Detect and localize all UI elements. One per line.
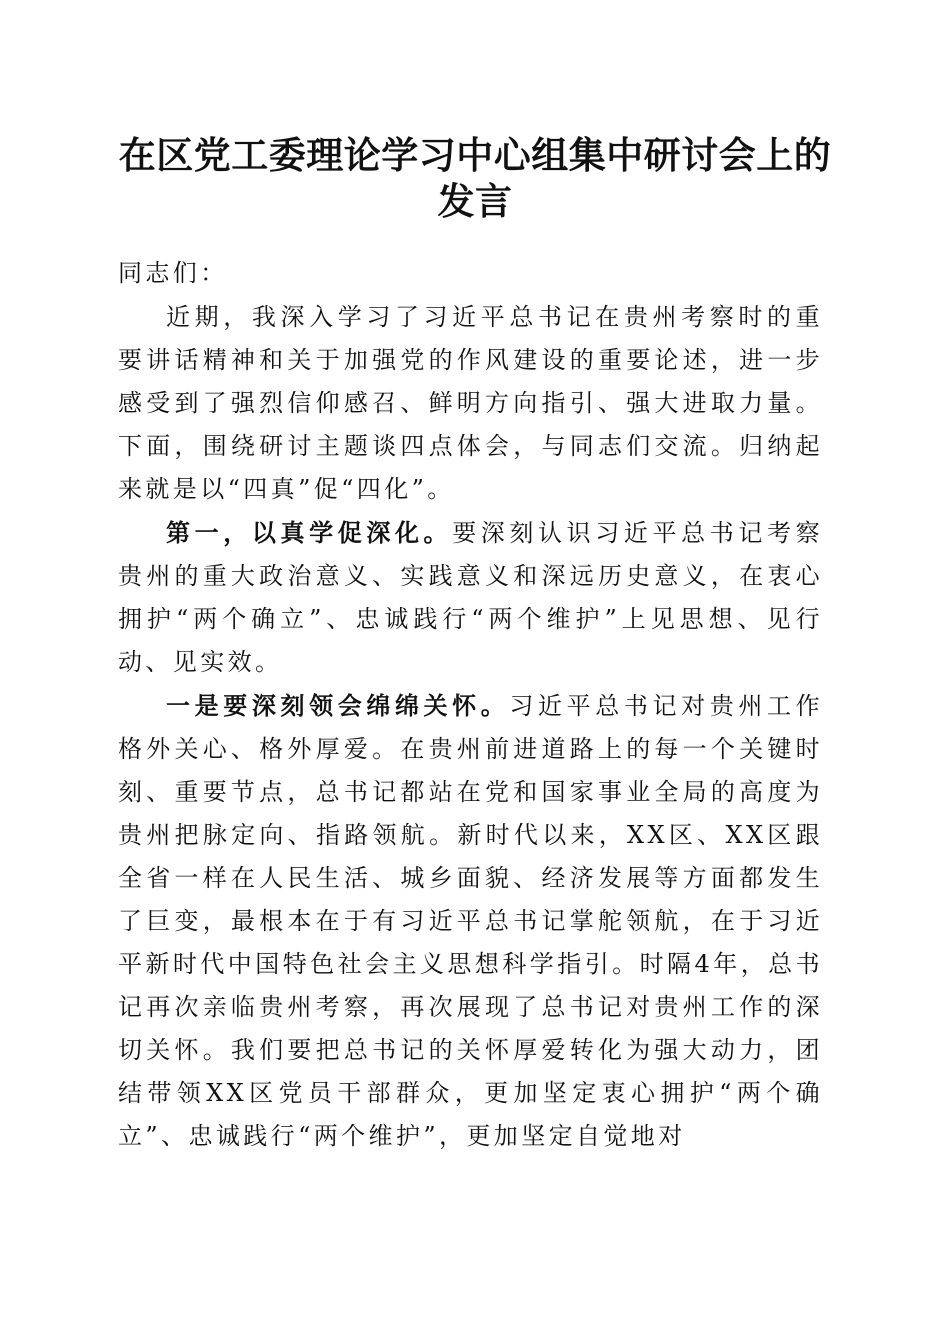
paragraph-2-lead: 第一，以真学促深化。	[166, 518, 453, 547]
paragraph-1	[118, 295, 823, 511]
paragraph-3-text: 习近平总书记对贵州工作格外关心、格外厚爱。在贵州前进道路上的每一个关键时刻、重要节点，总书记都站在党和国家事业全局的高度为贵州把脉定向、指路领航。新时代以来，XX区、XX区跟全省一样在人民生活、城乡面貌、经济发展等方面都发生了巨变，最根本在于有习近平总书记掌舵领航，在于习近平新时代中国特色社会主义思想科学指引。时隔4年，总书记再次亲临贵州考察，再次展现了总书记对贵州工作的深切关怀。我们要把总书记的关怀厚爱转化为强大动力，团结带领XX区党员干部群众，更加坚定衷心拥护“两个确立”、忠诚践行“两个维护”，更加坚定自觉地对	[118, 692, 823, 1150]
paragraph-2	[118, 511, 823, 684]
paragraph-1-text: 近期，我深入学习了习近平总书记在贵州考察时的重要讲话精神和关于加强党的作风建设的重要论述，进一步感受到了强烈信仰感召、鲜明方向指引、强大进取力量。下面，围绕研讨主题谈四点体会，与同志们交流。归纳起来就是以“四真”促“四化”。	[118, 303, 823, 503]
paragraph-3-lead: 一是要深刻领会绵绵关怀。	[166, 691, 510, 720]
paragraph-2-text: 要深刻认识习近平总书记考察贵州的重大政治意义、实践意义和深远历史意义，在衷心拥护“两个确立”、忠诚践行“两个维护”上见思想、见行动、见实效。	[118, 519, 824, 676]
document-body	[118, 252, 823, 1158]
paragraph-3	[118, 684, 823, 1158]
document-title: 在区党工委理论学习中心组集中研讨会上的发言	[118, 133, 832, 223]
salutation: 同志们：	[118, 259, 228, 287]
